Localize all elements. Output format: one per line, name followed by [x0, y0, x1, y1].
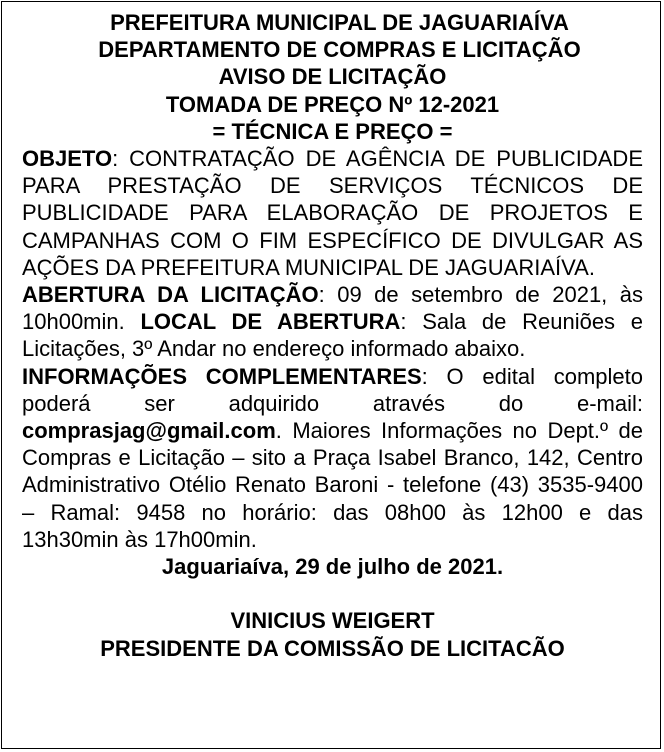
abertura-paragraph [22, 281, 643, 363]
signature-name: VINICIUS WEIGERT [230, 608, 435, 634]
objeto-text: : CONTRATAÇÃO DE AGÊNCIA DE PUBLICIDADE PARA PRESTAÇÃO DE SERVIÇOS TÉCNICOS DE PUBLICIDADE PARA ELABORAÇÃO DE PROJETOS E CAMPANHAS COM O FIM ESPECÍFICO DE DIVULGAR AS AÇÕES DA PREFEITURA MUNICIPAL DE JAGUARIAÍVA. [22, 146, 643, 280]
abertura-text: : 09 de setembro de 2021, às 10h00min. [22, 282, 643, 335]
email-address[interactable]: comprasjag@gmail.com [22, 418, 276, 444]
date-line: Jaguariaíva, 29 de julho de 2021. [161, 554, 504, 580]
header-line-prefeitura: PREFEITURA MUNICIPAL DE JAGUARIAÍVA [110, 10, 569, 35]
informacoes-label: INFORMAÇÕES COMPLEMENTARES [22, 363, 422, 389]
informacoes-text: : O edital completo poderá ser adquirido através do e-mail: [22, 363, 643, 416]
licitacao-notice [22, 9, 643, 662]
header-line-tomada-preco: TOMADA DE PREÇO Nº 12-2021 [165, 91, 500, 117]
header-line-aviso: AVISO DE LICITAÇÃO [218, 64, 447, 90]
objeto-paragraph [22, 145, 643, 281]
spacer [22, 580, 643, 607]
informacoes-paragraph [22, 363, 643, 553]
local-abertura-label: LOCAL DE ABERTURA [140, 309, 401, 335]
signature-title: PRESIDENTE DA COMISSÃO DE LICITACÃO [100, 635, 565, 661]
abertura-label: ABERTURA DA LICITAÇÃO [22, 282, 319, 308]
informacoes-text-2: . Maiores Informações no Dept.º de Compras e Licitação – sito a Praça Isabel Branco, 142, Centro Administrativo Otélio Renato Baroni - telefone (43) 3535-9400 – Ramal: 9458 no horário: das 08h00 às 12h00 e das 13h30min às 17h00min. [22, 418, 643, 552]
objeto-label: OBJETO [22, 146, 113, 172]
local-abertura-text: : Sala de Reuniões e Licitações, 3º Andar no endereço informado abaixo. [22, 309, 643, 362]
header-line-tecnica-preco: = TÉCNICA E PREÇO = [212, 118, 453, 144]
header-line-departamento: DEPARTAMENTO DE COMPRAS E LICITAÇÃO [98, 37, 581, 63]
